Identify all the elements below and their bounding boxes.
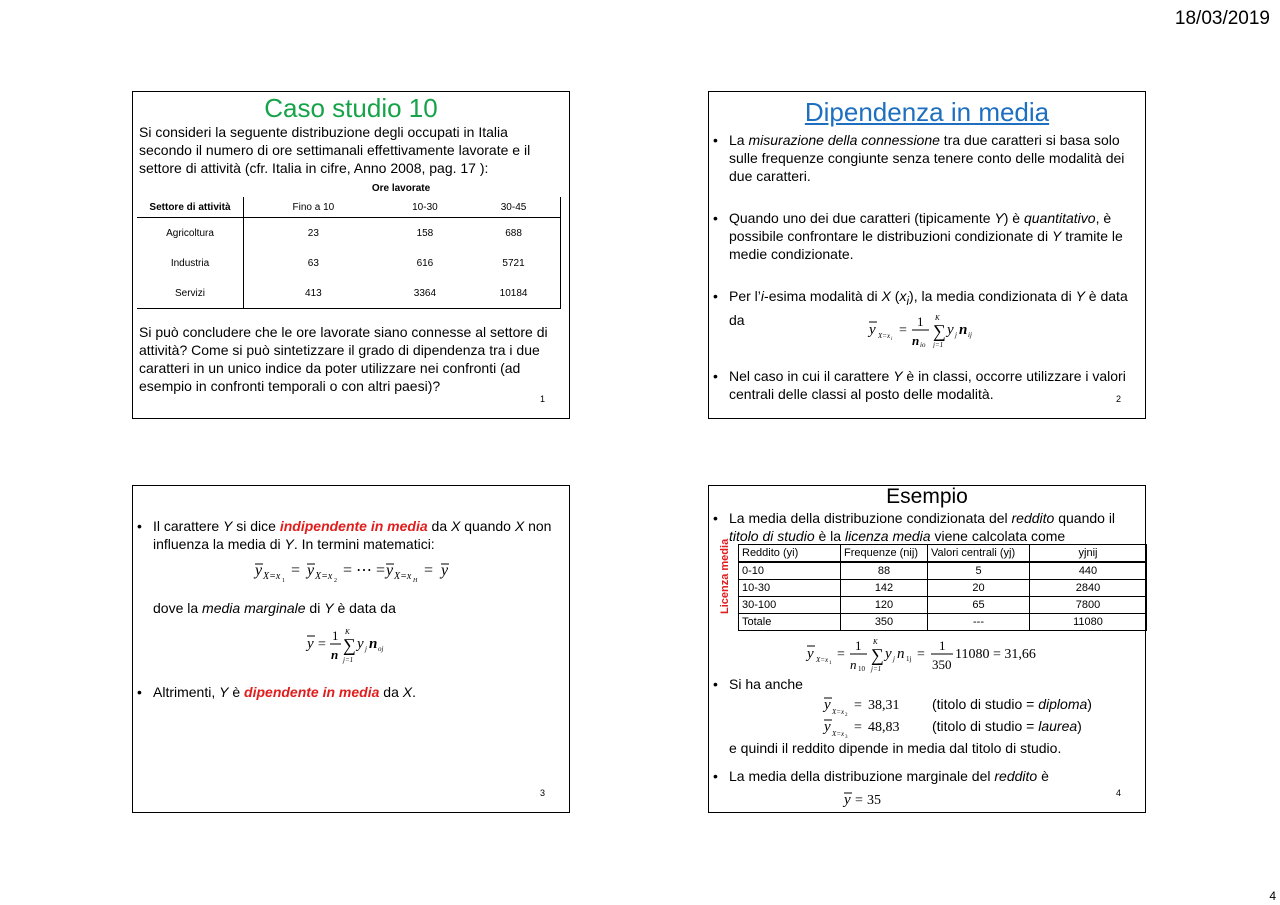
note-laurea <box>932 718 1082 734</box>
table-cell: 2840 <box>1030 580 1147 597</box>
mean-laurea-value: 48,83 <box>868 720 900 735</box>
bullet-icon: • <box>713 510 718 526</box>
table-cell: 440 <box>1030 562 1147 580</box>
table-cell: 63 <box>307 257 319 269</box>
var: X <box>451 518 461 534</box>
svg-text:1: 1 <box>282 578 285 583</box>
slide-1-question: Si può concludere che le ore lavorate siano connesse al settore di attività? Come si può sintetizzare il grado di dipendenza tra i due caratteri in un unico indice da poter utilizzare nei confronti (ad esempio in confronti temporali o con altri paesi)? <box>139 324 548 394</box>
slide-number: 4 <box>1115 788 1121 798</box>
bullet-icon: • <box>137 684 142 700</box>
svg-text:j: j <box>365 645 367 653</box>
emphasis: misurazione della connessione <box>748 132 940 148</box>
var: Y <box>284 536 294 552</box>
highlight: dipendente in media <box>244 684 380 700</box>
slide-3-marginal-text <box>133 599 399 617</box>
table-cell: 23 <box>307 227 319 239</box>
text: Nel caso in cui il carattere <box>729 368 894 384</box>
table-cell: Totale <box>739 614 841 631</box>
text: viene calcolata come <box>930 528 1066 544</box>
text: ) <box>1087 696 1092 712</box>
svg-text:1: 1 <box>332 628 339 643</box>
text: è <box>1037 768 1049 784</box>
table-row <box>137 278 561 309</box>
text: è in classi, occorre utilizzare i valori centrali delle classi al posto delle modalità. <box>729 368 1126 402</box>
row-label: Agricoltura <box>137 218 244 249</box>
svg-text:X=x: X=x <box>315 571 333 582</box>
svg-text:n: n <box>369 636 378 652</box>
var: Y <box>223 518 233 534</box>
table-header-row <box>137 197 561 218</box>
svg-text:ij: ij <box>968 331 972 339</box>
mean-diploma-formula <box>822 695 912 717</box>
slide-3-bullet-2 <box>133 683 419 701</box>
text: (titolo di studio = <box>932 696 1039 712</box>
table-cell: 413 <box>244 278 383 309</box>
text: ) <box>1077 718 1082 734</box>
var: Y <box>994 210 1004 226</box>
table-cell: 5 <box>928 562 1030 580</box>
svg-text:y: y <box>441 562 449 579</box>
svg-text:=: = <box>854 698 862 713</box>
table-row-header: Settore di attività <box>137 197 244 218</box>
bullet-icon: • <box>713 768 718 784</box>
svg-text:2: 2 <box>334 578 337 583</box>
svg-text:=: = <box>899 323 907 338</box>
text: , è possibile confrontare le distribuzioni condizionate di <box>729 210 1112 244</box>
svg-text:j=1: j=1 <box>933 341 944 348</box>
row-label: Servizi <box>137 278 244 309</box>
table-cell: 5721 <box>467 248 560 278</box>
table-cell: 88 <box>841 562 928 580</box>
slide-4-title: Esempio <box>886 485 968 508</box>
text: La <box>729 132 749 148</box>
svg-text:j: j <box>893 655 895 663</box>
text: Altrimenti, <box>153 684 220 700</box>
var: i <box>760 288 765 304</box>
slide-2-bullet-1 <box>709 131 1145 185</box>
table-row <box>739 562 1147 580</box>
text: ) è <box>1003 210 1024 226</box>
svg-text:y: y <box>307 636 314 652</box>
slide-4-conclusion: e quindi il reddito dipende in media dal titolo di studio. <box>729 740 1062 756</box>
table-cell: 20 <box>928 580 1030 597</box>
table-cell: 350 <box>841 614 928 631</box>
var: X <box>402 684 413 700</box>
table-row <box>739 614 1147 631</box>
table-header-row <box>739 545 1147 563</box>
conditional-mean-formula <box>867 312 987 348</box>
svg-text:y: y <box>885 646 892 662</box>
svg-text:∑: ∑ <box>343 635 356 655</box>
var: X <box>881 288 891 304</box>
slide-2 <box>708 91 1146 419</box>
table-col-header: Valori centrali (yj) <box>928 545 1030 563</box>
slide-2-bullet-2 <box>709 209 1145 263</box>
emphasis: media marginale <box>202 600 306 616</box>
slide-2-bullet-4 <box>709 367 1145 403</box>
text: La media della distribuzione condizionata del <box>729 510 1012 526</box>
var: x <box>899 288 907 304</box>
var: Y <box>1051 228 1062 244</box>
var: i <box>906 294 910 308</box>
text: . In termini matematici: <box>293 536 435 552</box>
reddito-table <box>738 544 1147 631</box>
var: Y <box>893 368 903 384</box>
marginal-mean-value: 35 <box>867 793 881 808</box>
svg-text:X=x: X=x <box>878 332 891 340</box>
table-cell: 0-10 <box>739 562 841 580</box>
text: è <box>228 684 245 700</box>
svg-text:=: = <box>917 647 925 662</box>
text: dove la <box>153 600 203 616</box>
svg-text:y: y <box>307 562 315 579</box>
svg-text:3: 3 <box>845 735 848 739</box>
emphasis: quantitativo <box>1023 210 1096 226</box>
svg-text:K: K <box>345 628 350 636</box>
slide-4-bullet-1 <box>709 509 1145 545</box>
svg-text:y: y <box>947 322 954 338</box>
svg-text:y: y <box>255 562 263 579</box>
occupati-table <box>137 197 561 309</box>
text: Si ha anche <box>729 676 803 692</box>
svg-text:y: y <box>824 719 831 735</box>
svg-text:y: y <box>869 322 876 338</box>
slide-4-bullet-2 <box>709 675 806 693</box>
table-row <box>739 580 1147 597</box>
emphasis: reddito <box>1011 510 1055 526</box>
table-col-header: Reddito (yi) <box>739 545 841 563</box>
text: Per l’ <box>729 288 761 304</box>
var: Y <box>219 684 229 700</box>
svg-text:=: = <box>424 562 434 579</box>
slide-number: 2 <box>1115 394 1121 404</box>
var: X <box>514 518 525 534</box>
svg-text:= ⋯ =: = ⋯ = <box>343 562 386 579</box>
svg-text:1: 1 <box>939 638 946 653</box>
svg-text:=: = <box>291 562 301 579</box>
table-row <box>137 248 561 278</box>
svg-text:X=x: X=x <box>832 708 845 716</box>
svg-text:n: n <box>912 333 920 348</box>
table-col-header: Frequenze (nij) <box>841 545 928 563</box>
slide-4-bullet-3 <box>709 767 1052 785</box>
table-cell: 30-100 <box>739 597 841 614</box>
text: non influenza la media di <box>153 518 552 552</box>
text: è la <box>814 528 845 544</box>
bullet-icon: • <box>713 132 718 148</box>
svg-text:i: i <box>891 337 893 342</box>
svg-text:y: y <box>807 646 814 662</box>
mean-laurea-formula <box>822 717 912 739</box>
svg-text:n: n <box>331 647 339 662</box>
document-date: 18/03/2019 <box>1174 8 1270 29</box>
svg-text:K: K <box>873 638 878 646</box>
table-row <box>137 218 561 249</box>
svg-text:n: n <box>897 646 905 662</box>
svg-text:n: n <box>959 322 968 338</box>
text: Quando uno dei due caratteri (tipicamente <box>729 210 995 226</box>
marginal-mean-formula <box>305 626 405 666</box>
emphasis: titolo di studio <box>729 528 815 544</box>
table-col-header: 10-30 <box>383 197 467 218</box>
text: quando il <box>1054 510 1116 526</box>
table-col-header: Fino a 10 <box>244 197 383 218</box>
svg-text:j: j <box>955 331 957 339</box>
svg-text:n: n <box>850 657 857 672</box>
text: è data da <box>333 600 396 616</box>
svg-text:∑: ∑ <box>871 645 884 665</box>
svg-text:y: y <box>386 562 394 579</box>
example-conditional-mean-formula <box>805 636 1055 674</box>
table-col-header: yjnij <box>1030 545 1147 563</box>
slide-1-intro: Si consideri la seguente distribuzione degli occupati in Italia secondo il numero di ore settimanali effettivamente lavorate e il settore di attività (cfr. Italia in cifre, Anno 2008, pag. 17 ): <box>139 124 531 176</box>
svg-text:1j: 1j <box>906 655 912 663</box>
slide-2-title: Dipendenza in media <box>804 97 1050 127</box>
svg-text:X=x: X=x <box>263 571 281 582</box>
svg-text:oj: oj <box>378 645 384 653</box>
table-row <box>739 597 1147 614</box>
independence-formula <box>253 559 473 583</box>
table-cell: 65 <box>928 597 1030 614</box>
var: Y <box>324 600 334 616</box>
slide-4 <box>708 485 1146 813</box>
licenza-media-label: Licenza media <box>719 538 731 614</box>
bullet-icon: • <box>713 210 718 226</box>
svg-text:j=1: j=1 <box>871 665 882 673</box>
table-cell: 10-30 <box>739 580 841 597</box>
svg-text:X=x: X=x <box>394 571 412 582</box>
svg-text:2: 2 <box>845 713 848 717</box>
text: si dice <box>232 518 280 534</box>
emphasis: licenza media <box>844 528 931 544</box>
emphasis: diploma <box>1038 696 1088 712</box>
svg-text:y: y <box>844 792 851 808</box>
text: quando <box>460 518 515 534</box>
document-page-number: 4 <box>1269 889 1276 903</box>
svg-text:1: 1 <box>917 314 924 329</box>
table-cell: 120 <box>841 597 928 614</box>
slide-3-bullet-1 <box>133 517 569 553</box>
text: da <box>427 518 451 534</box>
slide-number: 1 <box>539 394 545 404</box>
table-cell: 158 <box>416 227 434 239</box>
svg-text:=: = <box>837 647 845 662</box>
formula-denominator: 350 <box>932 657 952 672</box>
slide-number: 3 <box>539 788 545 798</box>
bullet-icon: • <box>713 676 718 692</box>
table-cell: 616 <box>416 257 434 269</box>
svg-text:1: 1 <box>829 661 832 666</box>
table-cell: 688 <box>467 218 560 249</box>
text: (titolo di studio = <box>932 718 1039 734</box>
table-cell: 3364 <box>383 278 467 309</box>
text: tra due caratteri si basa solo sulle frequenze congiunte senza tenere conto delle modalità dei due caratteri. <box>729 132 1125 184</box>
text: La media della distribuzione marginale del <box>729 768 995 784</box>
note-diploma <box>932 696 1092 712</box>
text: Il carattere <box>153 518 224 534</box>
table-cell: 10184 <box>467 278 560 309</box>
slide-1 <box>132 91 570 419</box>
table-cell: --- <box>928 614 1030 631</box>
mean-diploma-value: 38,31 <box>868 698 900 713</box>
table-col-header: 30-45 <box>467 197 560 218</box>
slide-1-title: Caso studio 10 <box>264 93 438 123</box>
table-cell: 7800 <box>1030 597 1147 614</box>
marginal-mean-value-formula <box>842 789 902 809</box>
row-label: Industria <box>137 248 244 278</box>
svg-text:=: = <box>855 793 863 808</box>
text: ), la media condizionata di <box>909 288 1076 304</box>
text: tramite le medie condizionate. <box>729 228 1123 262</box>
svg-text:K: K <box>935 314 940 322</box>
svg-text:j=1: j=1 <box>343 656 354 664</box>
svg-text:X=x: X=x <box>816 656 829 664</box>
svg-text:y: y <box>357 636 364 652</box>
formula-result: 11080 = 31,66 <box>955 647 1036 662</box>
text: da <box>379 684 403 700</box>
table-cell: 11080 <box>1030 614 1147 631</box>
svg-text:X=x: X=x <box>832 730 845 738</box>
table-group-header: Ore lavorate <box>371 183 431 194</box>
svg-text:=: = <box>318 637 326 652</box>
text: ( <box>890 288 900 304</box>
bullet-icon: • <box>713 288 718 304</box>
bullet-icon: • <box>137 518 142 534</box>
slide-3 <box>132 485 570 813</box>
svg-text:io: io <box>920 341 926 348</box>
svg-text:=: = <box>854 720 862 735</box>
svg-text:1: 1 <box>855 638 862 653</box>
highlight: indipendente in media <box>279 518 428 534</box>
var: Y <box>1075 288 1085 304</box>
text: è data da <box>729 288 1128 328</box>
emphasis: laurea <box>1038 718 1078 734</box>
emphasis: reddito <box>994 768 1038 784</box>
svg-text:∑: ∑ <box>933 321 946 341</box>
svg-text:y: y <box>824 697 831 713</box>
svg-text:10: 10 <box>858 665 865 673</box>
text: di <box>305 600 325 616</box>
text: -esima modalità di <box>764 288 882 304</box>
text: . <box>412 684 416 700</box>
svg-text:H: H <box>413 578 418 583</box>
bullet-icon: • <box>713 368 718 384</box>
table-cell: 142 <box>841 580 928 597</box>
